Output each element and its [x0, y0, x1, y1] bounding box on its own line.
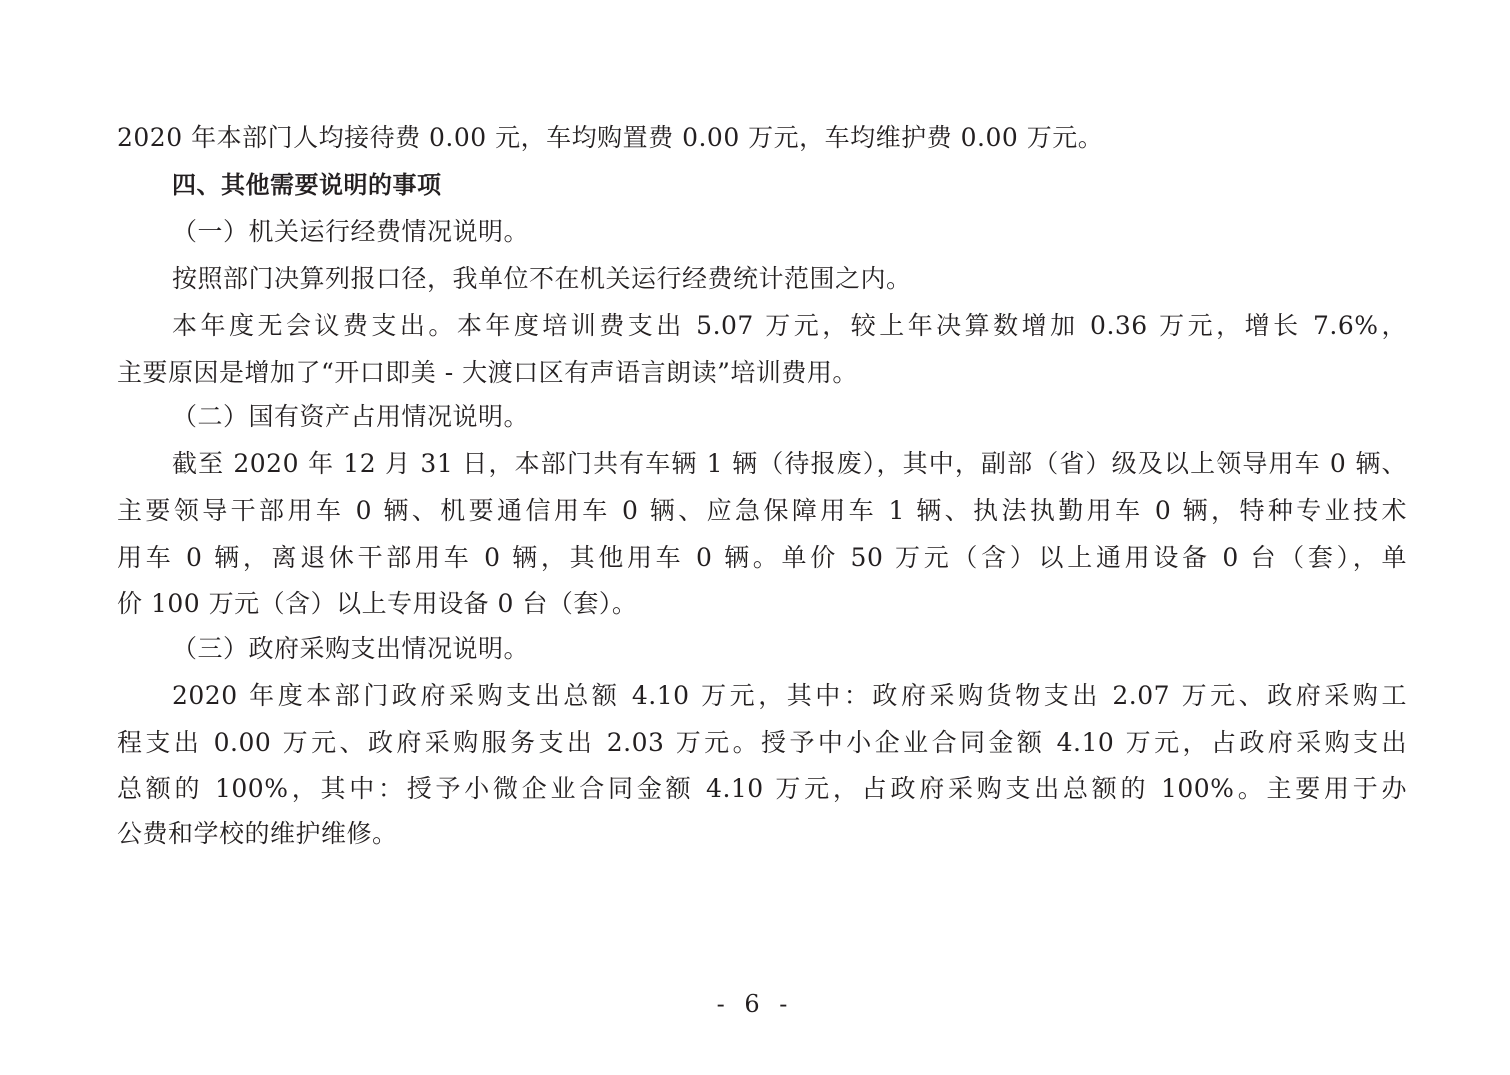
paragraph-line: 2020 年度本部门政府采购支出总额 4.10 万元，其中：政府采购货物支出 2.07 万元、政府采购工 — [172, 681, 1407, 710]
paragraph-line: 按照部门决算列报口径，我单位不在机关运行经费统计范围之内。 — [172, 264, 912, 293]
paragraph-line: 截至 2020 年 12 月 31 日，本部门共有车辆 1 辆（待报废），其中，副部（省）级及以上领导用车 0 辆、 — [172, 449, 1407, 478]
paragraph-line: 总额的 100%，其中：授予小微企业合同金额 4.10 万元，占政府采购支出总额的 100%。主要用于办 — [117, 774, 1407, 803]
paragraph-line: 主要领导干部用车 0 辆、机要通信用车 0 辆、应急保障用车 1 辆、执法执勤用车 0 辆，特种专业技术 — [117, 496, 1407, 525]
subsection-heading: （三）政府采购支出情况说明。 — [172, 634, 530, 663]
paragraph-line: 本年度无会议费支出。本年度培训费支出 5.07 万元，较上年决算数增加 0.36 万元，增长 7.6%， — [172, 311, 1407, 340]
section-heading: 四、其他需要说明的事项 — [172, 171, 442, 199]
paragraph-line: 用车 0 辆，离退休干部用车 0 辆，其他用车 0 辆。单价 50 万元（含）以上通用设备 0 台（套），单 — [117, 543, 1407, 572]
subsection-heading: （二）国有资产占用情况说明。 — [172, 402, 530, 431]
subsection-heading: （一）机关运行经费情况说明。 — [172, 217, 530, 246]
paragraph-line: 主要原因是增加了“开口即美 - 大渡口区有声语言朗读”培训费用。 — [117, 358, 858, 387]
paragraph-line: 公费和学校的维护维修。 — [117, 819, 398, 848]
paragraph-line: 2020 年本部门人均接待费 0.00 元，车均购置费 0.00 万元，车均维护费 0.00 万元。 — [117, 123, 1104, 152]
paragraph-line: 价 100 万元（含）以上专用设备 0 台（套）。 — [117, 589, 638, 618]
paragraph-line: 程支出 0.00 万元、政府采购服务支出 2.03 万元。授予中小企业合同金额 4.10 万元，占政府采购支出 — [117, 728, 1407, 757]
page-number: - 6 - — [716, 990, 794, 1018]
